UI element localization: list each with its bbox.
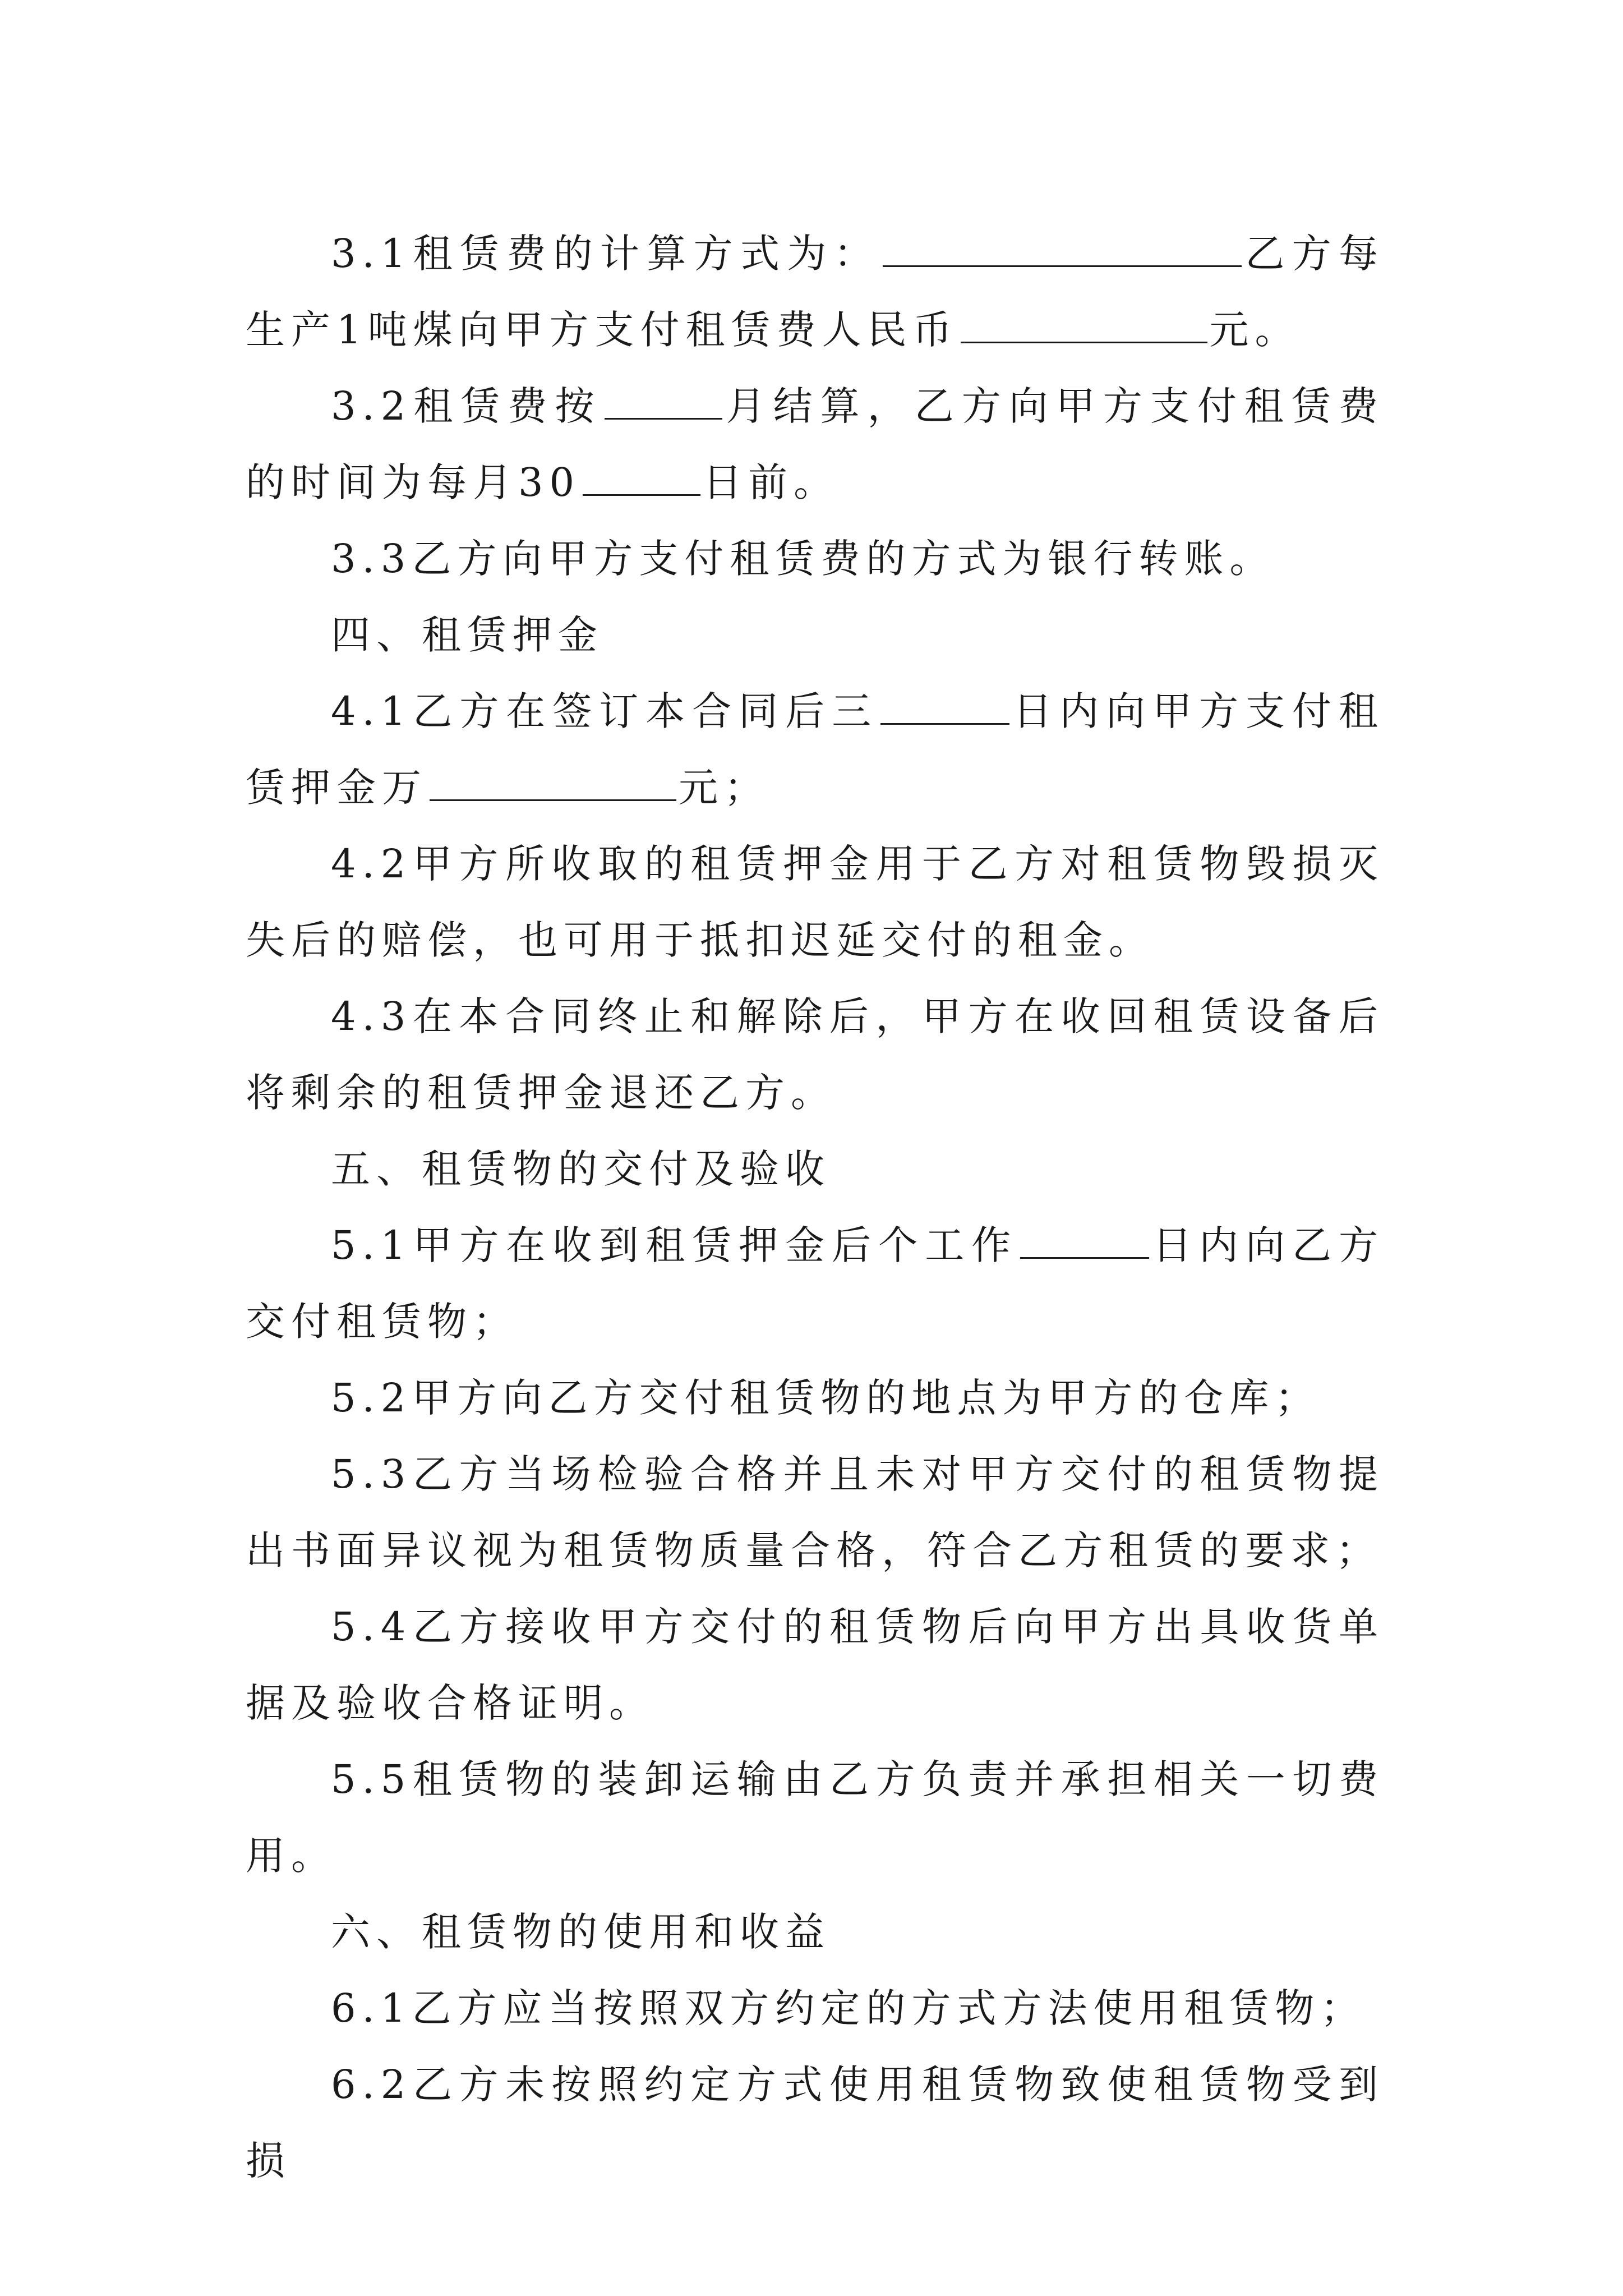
fill-blank <box>583 458 700 496</box>
clause-text: 乙方每生产1吨煤向甲方支付租赁费人民币 <box>246 231 1385 353</box>
clause-text: 3.1租赁费的计算方式为： <box>331 231 880 277</box>
clause-text: 日内向甲方支付租赁押金万 <box>246 688 1385 811</box>
section-heading-6: 六、租赁物的使用和收益 <box>331 1909 831 1955</box>
clause-5-4: 5.4乙方接收甲方交付的租赁物后向甲方出具收货单据及验收合格证明。 <box>246 1604 1384 1726</box>
fill-blank <box>605 382 722 420</box>
fill-blank <box>880 687 1009 725</box>
clause-3-1 <box>246 215 1384 368</box>
clause-4-2: 4.2甲方所收取的租赁押金用于乙方对租赁物毁损灭失后的赔偿，也可用于抵扣迟延交付的租金。 <box>246 841 1384 963</box>
clause-text: 4.1乙方在签订本合同后三 <box>331 688 879 734</box>
document-body <box>246 215 1384 2199</box>
clause-5-2: 5.2甲方向乙方交付租赁物的地点为甲方的仓库； <box>331 1375 1321 1421</box>
clause-3-3: 3.3乙方向甲方支付租赁费的方式为银行转账。 <box>331 536 1275 582</box>
fill-blank <box>883 229 1242 267</box>
clause-4-3: 4.3在本合同终止和解除后，甲方在收回租赁设备后将剩余的租赁押金退还乙方。 <box>246 993 1384 1116</box>
clause-text: 日内向乙方交付租赁物； <box>246 1222 1385 1345</box>
section-heading-4: 四、租赁押金 <box>331 612 603 658</box>
fill-blank <box>1020 1221 1149 1259</box>
fill-blank <box>961 306 1207 343</box>
clause-6-2: 6.2乙方未按照约定方式使用租赁物致使租赁物受到损 <box>246 2062 1384 2184</box>
clause-text: 3.2租赁费按 <box>331 383 602 429</box>
clause-4-1 <box>246 673 1384 826</box>
clause-3-2 <box>246 368 1384 521</box>
clause-6-1: 6.1乙方应当按照双方约定的方式方法使用租赁物； <box>331 1985 1366 2031</box>
fill-blank <box>430 763 676 801</box>
clause-5-3: 5.3乙方当场检验合格并且未对甲方交付的租赁物提出书面异议视为租赁物质量合格，符合乙方租赁的要求； <box>246 1451 1384 1573</box>
clause-text: 元； <box>679 765 769 811</box>
clause-text: 日前。 <box>703 459 840 505</box>
clause-text: 元。 <box>1209 307 1301 353</box>
section-heading-5: 五、租赁物的交付及验收 <box>331 1146 831 1192</box>
clause-text: 5.1甲方在收到租赁押金后个工作 <box>331 1222 1018 1268</box>
clause-text: 月结算，乙方向甲方支付租赁费的时间为每月30 <box>246 383 1384 505</box>
clause-5-5: 5.5租赁物的装卸运输由乙方负责并承担相关一切费用。 <box>246 1756 1384 1879</box>
clause-5-1 <box>246 1207 1384 1360</box>
